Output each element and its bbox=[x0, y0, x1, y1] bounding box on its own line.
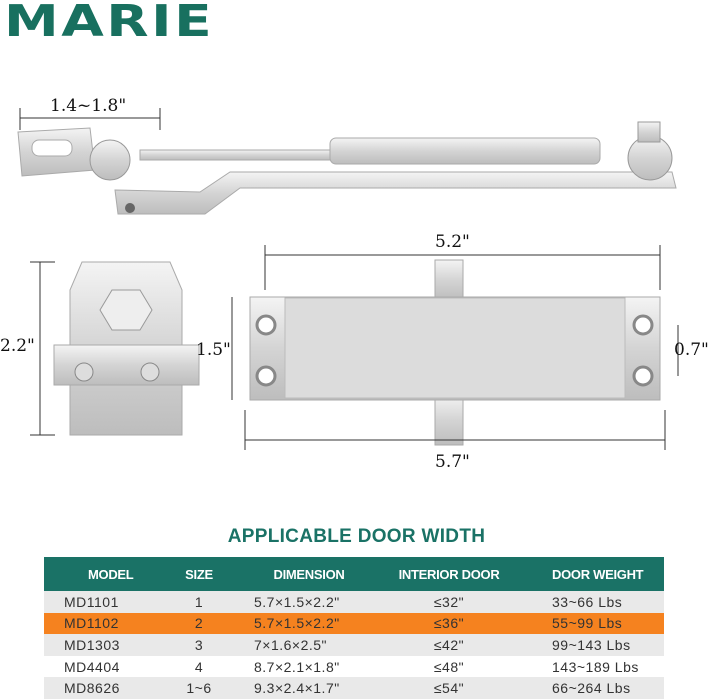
cell-door-weight: 99~143 Lbs bbox=[514, 634, 664, 656]
cell-interior-door: ≤48" bbox=[384, 656, 514, 678]
cell-size: 1~6 bbox=[164, 677, 234, 699]
table-row bbox=[44, 591, 664, 613]
cell-interior-door: ≤42" bbox=[384, 634, 514, 656]
body-height-label: 1.5" bbox=[196, 340, 231, 360]
cell-interior-door: ≤54" bbox=[384, 677, 514, 699]
cell-door-weight: 55~99 Lbs bbox=[514, 613, 664, 635]
cell-size: 2 bbox=[164, 613, 234, 635]
header-model: MODEL bbox=[44, 557, 164, 591]
door-width-table bbox=[44, 557, 664, 699]
header-size: SIZE bbox=[164, 557, 234, 591]
header-interior-door: INTERIOR DOOR bbox=[384, 557, 514, 591]
cell-door-weight: 33~66 Lbs bbox=[514, 591, 664, 613]
table-row bbox=[44, 634, 664, 656]
cell-model: MD8626 bbox=[44, 677, 164, 699]
arm-width-label: 1.4~1.8" bbox=[50, 96, 127, 116]
body-bottom-length-label: 5.7" bbox=[435, 452, 470, 472]
side-height-label: 2.2" bbox=[0, 336, 35, 356]
table-row bbox=[44, 656, 664, 678]
body-top-length-label: 5.2" bbox=[435, 232, 470, 252]
body-view bbox=[232, 245, 678, 450]
cell-dimension: 5.7×1.5×2.2" bbox=[234, 613, 384, 635]
cell-model: MD1102 bbox=[44, 613, 164, 635]
hole-spacing-label: 0.7" bbox=[674, 340, 709, 360]
cell-interior-door: ≤36" bbox=[384, 613, 514, 635]
side-view bbox=[30, 262, 199, 435]
header-door-weight: DOOR WEIGHT bbox=[514, 557, 664, 591]
table-title: APPLICABLE DOOR WIDTH bbox=[227, 526, 486, 547]
brand-logo: MARIE bbox=[4, 0, 215, 47]
cell-dimension: 5.7×1.5×2.2" bbox=[234, 591, 384, 613]
arm-assembly bbox=[18, 108, 676, 214]
cell-model: MD4404 bbox=[44, 656, 164, 678]
table-row bbox=[44, 613, 664, 635]
cell-door-weight: 143~189 Lbs bbox=[514, 656, 664, 678]
cell-size: 4 bbox=[164, 656, 234, 678]
cell-door-weight: 66~264 Lbs bbox=[514, 677, 664, 699]
cell-model: MD1101 bbox=[44, 591, 164, 613]
cell-interior-door: ≤32" bbox=[384, 591, 514, 613]
cell-dimension: 9.3×2.4×1.7" bbox=[234, 677, 384, 699]
table-row bbox=[44, 677, 664, 699]
cell-dimension: 8.7×2.1×1.8" bbox=[234, 656, 384, 678]
cell-model: MD1303 bbox=[44, 634, 164, 656]
table-header-row bbox=[44, 557, 664, 591]
cell-dimension: 7×1.6×2.5" bbox=[234, 634, 384, 656]
header-dimension: DIMENSION bbox=[234, 557, 384, 591]
cell-size: 1 bbox=[164, 591, 234, 613]
cell-size: 3 bbox=[164, 634, 234, 656]
